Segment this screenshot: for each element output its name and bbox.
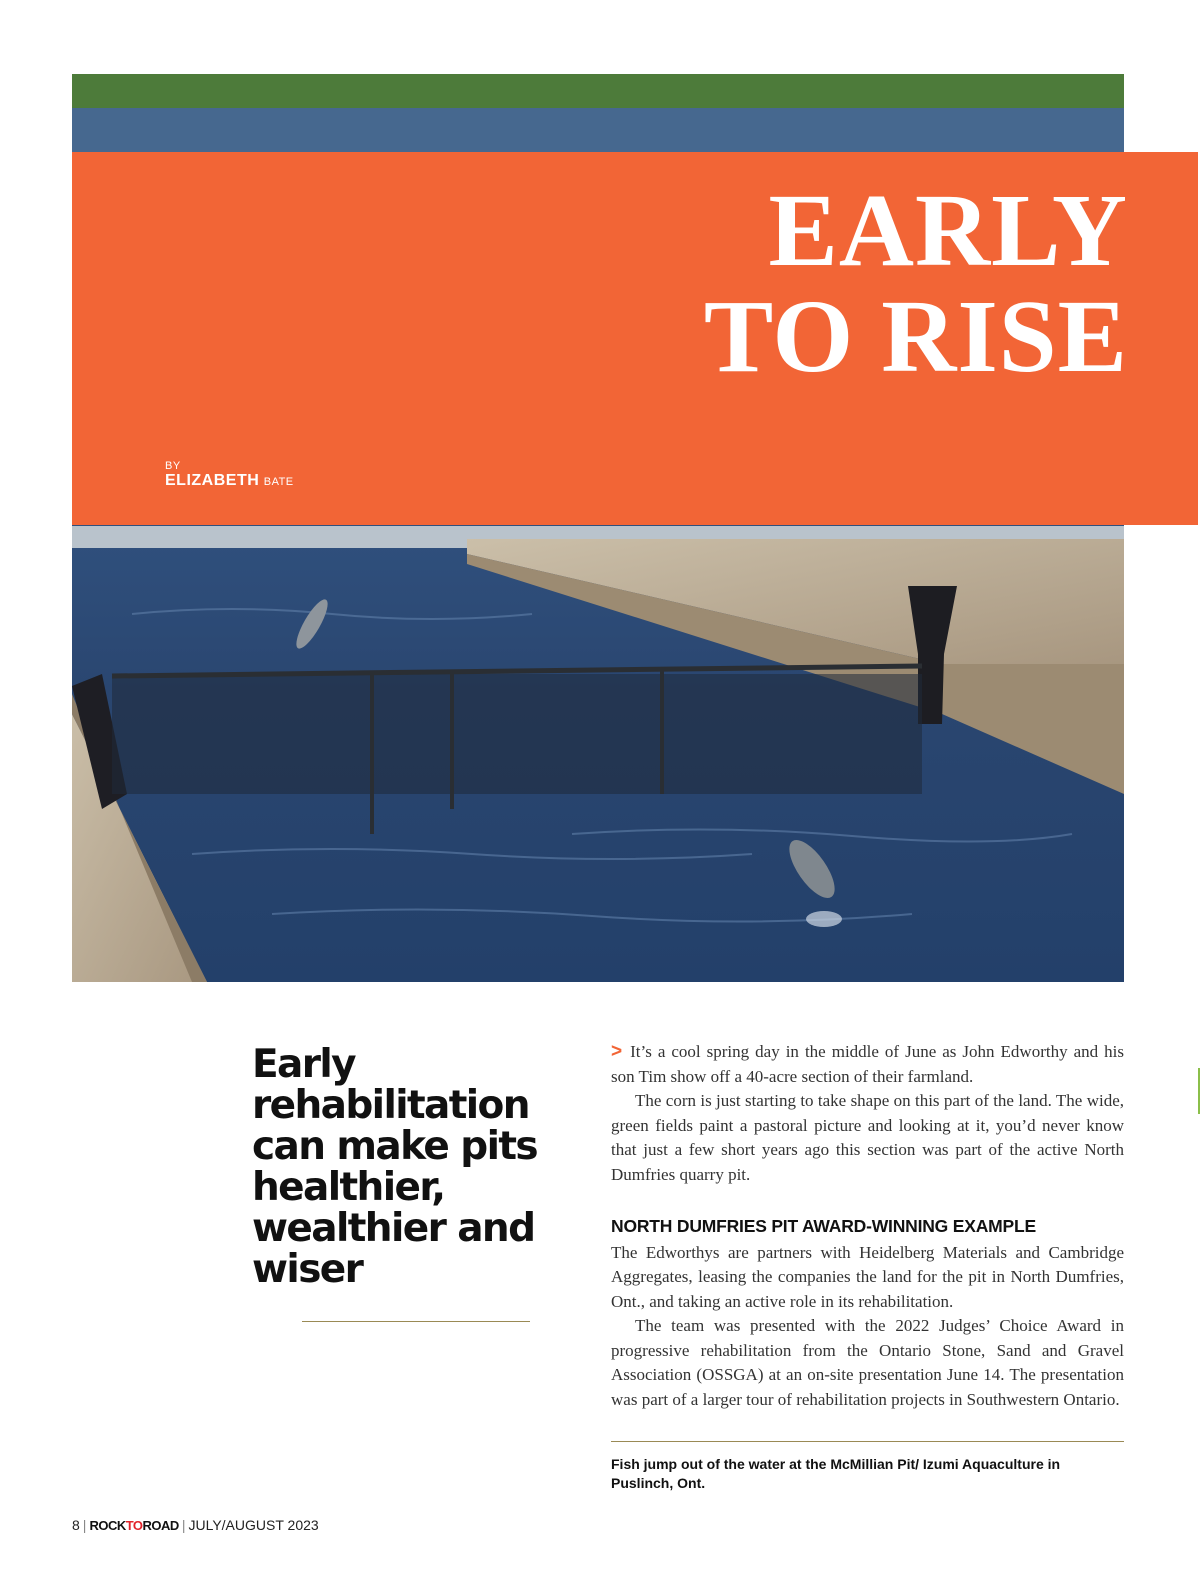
- issue-date: JULY/AUGUST 2023: [188, 1517, 319, 1533]
- footer-separator: |: [181, 1517, 186, 1533]
- title-line-2: TO RISE: [703, 279, 1128, 394]
- author-first-name: ELIZABETH: [165, 472, 260, 489]
- section-subhead: NORTH DUMFRIES PIT AWARD-WINNING EXAMPLE: [611, 1216, 1036, 1236]
- caption-rule: [611, 1441, 1124, 1442]
- paragraph-3: The Edworthys are partners with Heidelberg Materials and Cambridge Aggregates, leasing the companies the land for the pit in North Dumfries, Ont., and taking an active role in its rehabilitation.: [611, 1242, 1124, 1311]
- article-body: [611, 1040, 1124, 1412]
- byline: [165, 460, 294, 490]
- magazine-logo: [89, 1518, 178, 1533]
- article-title: [703, 173, 1128, 394]
- paragraph-1-text: It’s a cool spring day in the middle of June as John Edworthy and his son Tim show off a 40-acre section of their farmland.: [611, 1042, 1124, 1086]
- deck-rule: [302, 1321, 530, 1322]
- paragraph-1: [611, 1040, 1124, 1089]
- footer-separator: |: [82, 1517, 87, 1533]
- page-number: 8: [72, 1517, 80, 1533]
- page-footer: [72, 1517, 319, 1533]
- paragraph-2: The corn is just starting to take shape on this part of the land. The wide, green fields paint a pastoral picture and looking at it, you’d never know that just a few short years ago this section was part of the active North Dumfries quarry pit.: [611, 1091, 1124, 1184]
- logo-part-c: ROAD: [142, 1518, 179, 1533]
- byline-by: BY: [165, 460, 181, 472]
- logo-part-b: TO: [125, 1518, 143, 1533]
- chevron-right-icon: >: [611, 1041, 623, 1062]
- photo-caption: Fish jump out of the water at the McMillian Pit/ Izumi Aquaculture in Puslinch, Ont.: [611, 1456, 1061, 1491]
- logo-part-a: ROCK: [89, 1518, 126, 1533]
- paragraph-4: The team was presented with the 2022 Judges’ Choice Award in progressive rehabilitation from the Ontario Stone, Sand and Gravel Association (OSSGA) at an on-site presentation June 14. The presentation was part of a larger tour of rehabilitation projects in Southwestern Ontario.: [611, 1316, 1124, 1409]
- article-deck: Early rehabilitation can make pits healthier, wealthier and wiser: [252, 1042, 537, 1292]
- title-line-1: EARLY: [768, 173, 1128, 288]
- author-last-name: BATE: [263, 476, 294, 488]
